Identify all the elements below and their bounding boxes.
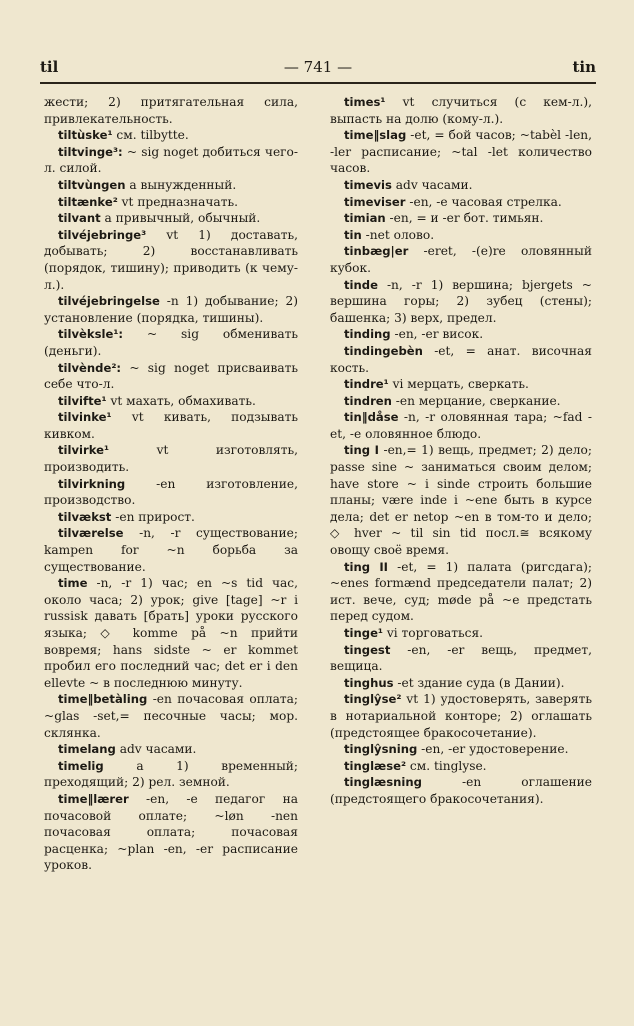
entry-headword: tiltænke² [58, 194, 118, 209]
entry-headword: timian [344, 211, 386, 226]
dictionary-entry [44, 525, 298, 575]
entry-definition: -n, -r 1) час; en ~s tid час, около часа; 2) урок; give [tage] ~r i russisk давать [брать] уроки русского языка; ◇ komme på ~n прийти вовремя; hans sidste ~ er kommet пробил его последний час; det er i den ellevte ~ в последнюю минуту. [44, 576, 298, 690]
entry-definition: -net олово. [365, 227, 435, 242]
entry-definition: -en,= 1) вещь, предмет; 2) дело; passe sine ~ заниматься своим делом; have store ~ i sinde строить большие планы; være inde i ~ene быть в курсе дела; det er netop ~en в том-то и дело; ◇ hver ~ til sin tid посл.≅ всякому овощу своё время. [330, 443, 592, 558]
entry-definition: -n, -r оловянная тара; ~fad -et, -e оловянное блюдо. [330, 410, 593, 441]
entry-headword: tilvinke¹ [58, 410, 112, 425]
entry-headword: tindren [344, 393, 392, 408]
entry-headword: tilvækst [58, 509, 112, 524]
entry-definition: vt случиться (с кем-л.), выпасть на долю (кому-л.). [330, 95, 592, 126]
header-right-guideword: tin [572, 58, 596, 76]
dictionary-entry [330, 277, 592, 327]
dictionary-entry [330, 741, 592, 758]
entry-headword: ting II [344, 559, 388, 574]
entry-definition: adv часами. [119, 742, 197, 757]
entry-definition: ~ sig обменивать (деньги). [44, 327, 298, 358]
entry-headword: tin‖dåse [344, 410, 399, 425]
entry-headword: tiltùske¹ [58, 128, 113, 143]
entry-definition: -en, -e педагог на почасовой оплате; ~løn -nen почасовая оплата; почасовая расценка; ~plan -en, -er расписание уроков. [44, 791, 298, 873]
entry-headword: tin [344, 227, 362, 242]
entry-headword: tiltvùngen [58, 177, 126, 192]
entry-definition: vt кивать, подзывать кивком. [44, 410, 298, 441]
entry-headword: timeviser [344, 194, 406, 209]
entry-definition: -n, -r 1) вершина; bjergets ~ вершина горы; 2) зубец (стены); башенка; 3) верх, предел. [330, 277, 592, 325]
dictionary-entry [330, 774, 592, 807]
entry-definition: -et, = анат. височная кость. [330, 343, 592, 375]
dictionary-entry [44, 791, 298, 874]
entry-definition: -en мерцание, сверкание. [395, 393, 561, 408]
entry-headword: time‖slag [344, 128, 407, 143]
entry-definition: -et здание суда (в Дании). [397, 675, 565, 690]
entry-headword: tilvant [58, 211, 101, 226]
page-number: — 741 — [283, 58, 353, 76]
dictionary-entry [44, 94, 298, 127]
entry-definition: vt махать, обмахивать. [110, 393, 256, 408]
entry-headword: time‖lærer [58, 791, 129, 806]
entry-headword: tinglŷse² [344, 692, 402, 707]
entry-headword: timevis [344, 177, 392, 192]
entry-headword: tindingebèn [344, 343, 423, 358]
entry-headword: tilvéjebringe³ [58, 227, 147, 242]
entry-headword: tilværelse [58, 526, 124, 541]
dictionary-entry [330, 675, 592, 692]
entry-headword: tinding [344, 327, 391, 342]
dictionary-entry [330, 127, 592, 177]
entry-definition: а привычный, обычный. [104, 211, 261, 226]
entry-headword: tilvènde²: [58, 360, 122, 375]
entry-definition: ~ sig noget присваивать себе что-л. [44, 360, 298, 392]
entry-definition: -en, -er висок. [394, 327, 484, 342]
dictionary-entry [44, 575, 298, 691]
entry-headword: time [58, 576, 88, 591]
dictionary-entry [330, 642, 592, 675]
entry-definition: -n, -r существование; kampen for ~n борьба за существование. [44, 526, 298, 574]
dictionary-entry [44, 360, 298, 393]
entry-headword: tinglæsning [344, 775, 422, 790]
entry-definition: -en, -er вещь, предмет, вещица. [330, 642, 592, 674]
entry-definition: см. tilbytte. [116, 128, 189, 143]
entry-definition: -en, -er удостоверение. [421, 742, 569, 757]
entry-definition: vt предназначать. [121, 194, 238, 209]
dictionary-entry [330, 343, 592, 376]
header-left-guideword: til [40, 58, 59, 76]
dictionary-entry [44, 691, 298, 741]
dictionary-entry [44, 393, 298, 410]
entry-headword: ting I [344, 443, 379, 458]
entry-definition: а вынужденный. [129, 177, 237, 192]
dictionary-entry [44, 227, 298, 293]
entry-headword: tinghus [344, 675, 394, 690]
entry-headword: tiltvinge³: [58, 144, 123, 159]
entry-definition: ~ sig noget добиться чего-л. силой. [44, 144, 298, 176]
dictionary-entry [44, 741, 298, 758]
entry-headword: tinglæse² [344, 758, 407, 773]
entry-headword: tilvéjebringelse [58, 294, 160, 309]
entry-headword: timelang [58, 742, 116, 757]
entry-definition: -en прирост. [115, 509, 195, 524]
dictionary-entry [330, 243, 592, 276]
dictionary-entry [330, 559, 592, 625]
running-header [40, 58, 596, 82]
dictionary-entry [44, 194, 298, 211]
dictionary-entry [330, 177, 592, 194]
dictionary-entry [44, 509, 298, 526]
entry-definition: -en изготовление, производство. [44, 476, 299, 508]
entry-headword: tindre¹ [344, 377, 389, 392]
dictionary-entry [44, 758, 298, 791]
dictionary-entry [330, 409, 592, 442]
entry-definition: vi мерцать, сверкать. [392, 377, 529, 392]
entry-definition: adv часами. [395, 177, 473, 192]
entry-headword: tilvirke¹ [58, 443, 110, 458]
dictionary-entry [44, 210, 298, 227]
entry-definition: -en, -e часовая стрелка. [409, 194, 562, 209]
entry-headword: tinbæg|er [344, 244, 409, 259]
dictionary-entry [330, 376, 592, 393]
dictionary-entry [330, 94, 592, 127]
dictionary-entry [44, 326, 298, 359]
entry-definition: жести; 2) притягательная сила, привлекательность. [44, 95, 298, 126]
dictionary-entry [44, 144, 298, 177]
entry-headword: tilvifte¹ [58, 393, 107, 408]
entry-headword: times¹ [344, 95, 386, 109]
entry-definition: vi торговаться. [386, 626, 484, 640]
dictionary-entry [330, 442, 592, 558]
entry-headword: tinde [344, 277, 378, 292]
entry-definition: -en почасовая оплата; ~glas -set,= песочные часы; мор. склянка. [44, 692, 298, 740]
dictionary-entry [44, 177, 298, 194]
entry-headword: timelig [58, 758, 104, 773]
dictionary-entry [330, 194, 592, 211]
dictionary-entry [44, 409, 298, 442]
entry-definition: а 1) временный; преходящий; 2) рел. земной. [44, 758, 298, 790]
entry-headword: tilvirkning [58, 476, 126, 491]
entry-definition: -n 1) добывание; 2) установление (порядка, тишины). [44, 294, 298, 325]
entry-definition: -et, = бой часов; ~tabèl -len, -ler расписание; ~tal -let количество часов. [330, 128, 593, 176]
entry-headword: tilvèksle¹: [58, 327, 124, 342]
entry-definition: см. tinglyse. [409, 758, 487, 773]
entry-definition: vt изготовлять, производить. [44, 443, 298, 475]
entry-definition: -et, = 1) палата (ригсдага); ~enes formænd председатели палат; 2) ист. вече, суд; møde på ~e предстать перед судом. [330, 559, 592, 624]
entry-definition: vt 1) удостоверять, заверять в нотариальной конторе; 2) оглашать (предстоящее бракосочетание). [330, 692, 592, 740]
entry-headword: tinge¹ [344, 626, 384, 640]
dictionary-entry [44, 476, 298, 509]
dictionary-entry [330, 227, 592, 244]
left-column [44, 94, 298, 874]
dictionary-entry [330, 210, 592, 227]
entry-headword: tinglŷsning [344, 742, 418, 757]
dictionary-entry [330, 691, 592, 741]
dictionary-entry [44, 293, 298, 326]
dictionary-entry [44, 127, 298, 144]
entry-definition: -en, = и -er бот. тимьян. [389, 211, 544, 226]
right-column [330, 94, 592, 808]
dictionary-entry [330, 393, 592, 410]
entry-definition: -eret, -(e)re оловянный кубок. [330, 244, 592, 275]
entry-headword: time‖betàling [58, 692, 148, 707]
dictionary-entry [330, 326, 592, 343]
entry-headword: tingest [344, 642, 391, 657]
header-rule [40, 82, 596, 84]
dictionary-entry [330, 625, 592, 642]
entry-definition: vt 1) доставать, добывать; 2) восстанавливать (порядок, тишину); приводить (к чему-л.). [44, 227, 298, 292]
dictionary-entry [330, 758, 592, 775]
entry-definition: -en оглашение (предстоящего бракосочетания). [330, 775, 592, 806]
dictionary-entry [44, 442, 298, 475]
